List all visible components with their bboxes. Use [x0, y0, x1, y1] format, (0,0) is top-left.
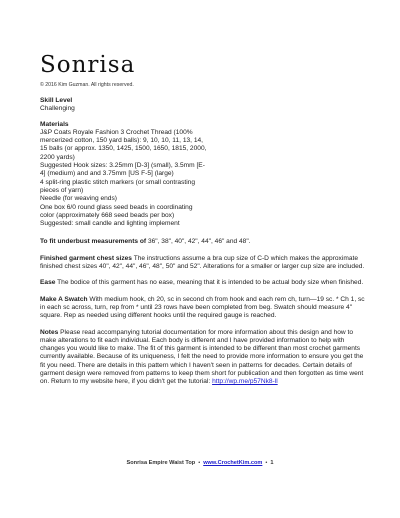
finished-size-paragraph — [40, 255, 370, 272]
ease-text: The bodice of this garment has no ease, meaning that it is intended to be actual body size when finished. — [55, 279, 364, 287]
pattern-content — [40, 97, 370, 387]
materials-list — [40, 129, 370, 229]
finished-size-label: Finished garment chest sizes — [40, 254, 132, 262]
pattern-title: Sonrisa — [40, 52, 136, 78]
fit-paragraph — [40, 238, 370, 246]
swatch-text: With medium hook, ch 20, sc in second ch from hook and each rem ch, turn—19 sc. * Ch 1, sc in each sc across, turn, rep from * until 23 rows have been completed from beg. Swatch should measure 4" square. Rep as needed using different hooks until the required gauge is reached. — [40, 295, 365, 320]
materials-line: Needle (for weaving ends) — [40, 195, 117, 203]
skill-level-heading: Skill Level — [40, 97, 73, 104]
finished-size-text: The instructions assume a bra cup size of C-D which makes the approximate finished chest sizes 40", 42", 44", 46", 48", 50" and 52". Alterations for a smaller or larger cup size are included. — [40, 254, 365, 271]
footer-bullet: • — [198, 460, 201, 466]
materials-line: mercerized cotton, 150 yard balls): 9, 10, 10, 11, 13, 14, — [40, 137, 203, 145]
footer-pattern-name: Sonrisa Empire Waist Top — [126, 460, 196, 466]
materials-line: One box 6/0 round glass seed beads in coordinating — [40, 203, 193, 211]
notes-paragraph — [40, 329, 370, 387]
materials-line: J&P Coats Royale Fashion 3 Crochet Thread (100% — [40, 128, 193, 136]
tutorial-link[interactable]: http://wp.me/p57Nk8-ll — [212, 378, 278, 386]
materials-line: 2200 yards) — [40, 153, 75, 161]
materials-line: Suggested: small candle and lighting implement — [40, 220, 180, 228]
footer-page-number: 1 — [270, 460, 274, 466]
swatch-paragraph — [40, 296, 370, 321]
footer-website-link[interactable]: www.CrochetKim.com — [203, 460, 263, 466]
materials-line: Suggested Hook sizes: 3.25mm [D-3] (small), 3.5mm [E- — [40, 162, 205, 170]
materials-line: color (approximately 668 seed beads per box) — [40, 211, 175, 219]
copyright-notice: © 2016 Kim Guzman. All rights reserved. — [40, 82, 134, 88]
swatch-label: Make A Swatch — [40, 295, 88, 303]
materials-line: 15 balls (or approx. 1350, 1425, 1500, 1650, 1815, 2000, — [40, 145, 207, 153]
notes-label: Notes — [40, 328, 59, 336]
fit-text: 36", 38", 40", 42", 44", 46" and 48". — [146, 238, 251, 246]
materials-line: 4 split-ring plastic stitch markers (or small contrasting — [40, 178, 195, 186]
notes-text: Please read accompanying tutorial documentation for more information about this design and how to make alterations to fit each individual. Each body is different and I have provided information to help with changes you would like to make. The fit of this garment is intended to be different than most crochet garments currently available. Because of its uniqueness, I felt the need to provide more information to ensure you get the fit you need. There are details in this pattern which I haven't seen in patterns for decades. Certain details of garment design were removed from patterns to keep them short for publication and then forgotten as time went on. Return to my website here, if you didn't get the tutorial: — [40, 328, 364, 386]
skill-level-value: Challenging — [40, 105, 75, 113]
materials-line: 4] (medium) and and 3.75mm [US F-5] (large) — [40, 170, 174, 178]
ease-label: Ease — [40, 279, 56, 287]
materials-heading: Materials — [40, 120, 69, 128]
materials-line: pieces of yarn) — [40, 186, 84, 194]
footer-bullet: • — [265, 460, 268, 466]
ease-paragraph — [40, 279, 370, 287]
fit-label: To fit underbust measurements of — [40, 238, 147, 246]
page-footer — [0, 460, 400, 466]
